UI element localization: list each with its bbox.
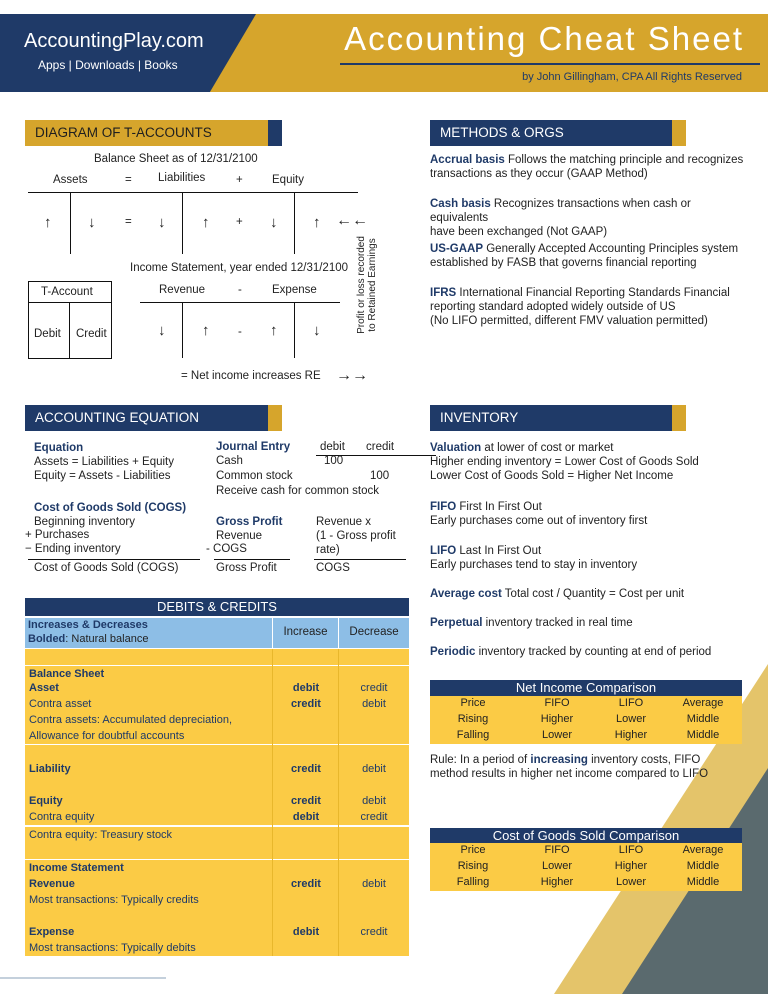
cmp-cell: Falling — [456, 729, 490, 741]
je-description: Receive cash for common stock — [216, 485, 379, 497]
inv-term: FIFO — [430, 501, 457, 513]
dc-row-expense-note — [25, 940, 409, 956]
dc-increase: credit — [291, 878, 321, 890]
gp-rate-line: (1 - Gross profit — [316, 530, 396, 542]
cmp-cell: Middle — [686, 860, 720, 872]
cmp-cell: Higher — [540, 713, 574, 725]
dc-row-revenue-note — [25, 892, 409, 908]
equity-t-stem — [294, 192, 295, 254]
method-text: Follows the matching principle and recognizes — [504, 154, 744, 166]
dc-label: Expense — [29, 926, 75, 938]
equals-sign: = — [125, 216, 132, 228]
gp-rate-total: COGS — [316, 562, 350, 574]
right-arrows: →→ — [336, 367, 368, 384]
inv-text: inventory tracked by counting at end of period — [475, 646, 712, 658]
cmp-cell: Lower — [616, 713, 646, 725]
equation-line: Equity = Assets - Liabilities — [34, 470, 171, 482]
rule-text: inventory costs, FIFO — [587, 754, 701, 766]
dc-spacer-row — [25, 745, 409, 761]
gp-rate-block — [316, 515, 396, 557]
retained-earnings-note — [356, 230, 378, 340]
dc-decrease: credit — [360, 926, 388, 938]
method-accrual — [430, 153, 750, 181]
site-tagline: Apps | Downloads | Books — [38, 58, 178, 72]
cmp-cell: Rising — [457, 860, 489, 872]
byline: by John Gillingham, CPA All Rights Reserved — [522, 71, 742, 83]
dc-decrease: credit — [360, 682, 388, 694]
je-common-stock: Common stock — [216, 470, 293, 482]
t-account-label: T-Account — [41, 286, 93, 298]
cmp-cell: Middle — [686, 729, 720, 741]
inventory-rule — [430, 753, 750, 781]
equation-block — [34, 441, 174, 483]
dc-header-label — [28, 618, 148, 646]
dc-label: Liability — [29, 763, 71, 775]
inv-text: Early purchases come out of inventory first — [430, 515, 648, 527]
up-arrow: ↑ — [202, 214, 210, 231]
cmp-header: Average — [682, 697, 724, 709]
method-ifrs — [430, 286, 750, 328]
col-decrease: Decrease — [349, 626, 399, 638]
net-income-comparison-title: Net Income Comparison — [430, 680, 742, 696]
inventory-perpetual — [430, 617, 750, 629]
dc-decrease: debit — [362, 878, 386, 890]
plus-sign: + — [236, 174, 243, 186]
cmp-header: FIFO — [544, 844, 570, 856]
dc-increase: credit — [291, 795, 321, 807]
expense-label: Expense — [272, 284, 317, 296]
cmp-cell: Middle — [686, 876, 720, 888]
dc-decrease: debit — [362, 795, 386, 807]
gross-profit-cogs: - COGS — [206, 543, 247, 555]
credit-label: Credit — [76, 328, 107, 340]
dc-decrease: credit — [360, 811, 388, 823]
dc-row-is-head — [25, 860, 409, 876]
assets-t-stem — [70, 192, 71, 254]
inv-text: Total cost / Quantity = Cost per unit — [501, 588, 685, 600]
cogs-purchases: + Purchases — [25, 529, 90, 541]
inv-text: Lower Cost of Goods Sold = Higher Net Income — [430, 470, 674, 482]
down-arrow: ↓ — [158, 322, 166, 339]
liabilities-t-stem — [182, 192, 183, 254]
plus-sign: + — [236, 216, 243, 228]
inv-term: Average cost — [430, 588, 502, 600]
gross-profit-block — [216, 515, 282, 543]
inventory-valuation — [430, 441, 750, 483]
cogs-block — [34, 501, 186, 529]
title-divider — [340, 63, 760, 65]
cmp-cell: Middle — [686, 713, 720, 725]
dc-row-contra-assets-ex2 — [25, 728, 409, 744]
dc-row-contra-equity — [25, 809, 409, 825]
dc-row-asset — [25, 680, 409, 696]
inventory-fifo — [430, 500, 750, 528]
dc-row-liability — [25, 761, 409, 777]
method-term: Cash basis — [430, 198, 491, 210]
inv-text: Last In First Out — [456, 545, 542, 557]
cmp-header: FIFO — [544, 697, 570, 709]
up-arrow: ↑ — [270, 322, 278, 339]
cogs-ending: − Ending inventory — [25, 543, 121, 555]
dc-col-separator — [338, 649, 339, 956]
section-tab — [672, 405, 686, 431]
method-term: US-GAAP — [430, 243, 484, 255]
method-cash — [430, 197, 750, 239]
dc-spacer-row — [25, 777, 409, 793]
dc-increase: debit — [292, 811, 320, 823]
method-text: International Financial Reporting Standards Financial — [456, 287, 730, 299]
method-term: IFRS — [430, 287, 457, 299]
dc-row-treasury — [25, 827, 409, 843]
dc-increase: credit — [291, 763, 321, 775]
method-text: reporting standard adopted widely outside of US — [430, 301, 676, 313]
dc-label: Balance Sheet — [29, 668, 105, 680]
dc-head-rest: : Natural balance — [65, 633, 149, 645]
inv-text: First In First Out — [456, 501, 542, 513]
inv-text: Higher ending inventory = Lower Cost of Goods Sold — [430, 456, 699, 468]
dc-increase: debit — [292, 926, 320, 938]
dc-label: Contra assets: Accumulated depreciation, — [29, 714, 233, 726]
revenue-t-stem — [182, 302, 183, 358]
assets-label: Assets — [53, 174, 88, 186]
dc-col-separator — [272, 649, 273, 956]
site-name[interactable]: AccountingPlay.com — [24, 30, 204, 52]
dc-head-line: Increases & Decreases — [28, 619, 148, 631]
inv-term: Valuation — [430, 442, 482, 454]
cmp-cell: Higher — [614, 860, 648, 872]
cmp-header: LIFO — [618, 844, 644, 856]
section-inventory: INVENTORY — [430, 405, 672, 431]
gp-total-line — [214, 559, 290, 560]
down-arrow: ↓ — [88, 214, 96, 231]
method-text: Recognizes transactions when cash or equivalents — [430, 198, 691, 224]
dc-increase: credit — [291, 698, 321, 710]
je-cash: Cash — [216, 455, 243, 467]
method-text: (No LIFO permitted, different FMV valuation permitted) — [430, 315, 708, 327]
section-tab — [268, 120, 282, 146]
minus-sign: - — [238, 284, 242, 296]
left-arrows: ←← — [336, 212, 368, 229]
dc-row-contra-assets-ex — [25, 712, 409, 728]
net-income-comparison-table — [430, 696, 742, 744]
dc-row-equity — [25, 793, 409, 809]
cmp-cell: Lower — [616, 876, 646, 888]
dc-label: Contra equity: Treasury stock — [29, 829, 173, 841]
cmp-cell: Falling — [456, 876, 490, 888]
je-credit-head: credit — [366, 441, 395, 453]
liabilities-label: Liabilities — [158, 172, 206, 184]
cogs-total: Cost of Goods Sold (COGS) — [34, 562, 179, 574]
cogs-heading: Cost of Goods Sold (COGS) — [34, 502, 187, 514]
down-arrow: ↓ — [270, 214, 278, 231]
je-cash-amount: 100 — [324, 455, 344, 467]
bs-t-top-line — [28, 192, 358, 193]
inv-term: LIFO — [430, 545, 457, 557]
dc-label: Allowance for doubtful accounts — [29, 730, 185, 742]
page-title: Accounting Cheat Sheet — [344, 20, 744, 57]
debit-label: Debit — [34, 328, 61, 340]
cmp-header: Average — [682, 844, 724, 856]
expense-t-stem — [294, 302, 295, 358]
dc-row-contra-asset — [25, 696, 409, 712]
dc-increase: debit — [292, 682, 320, 694]
journal-entry-heading: Journal Entry — [216, 441, 291, 453]
equity-label: Equity — [272, 174, 304, 186]
method-text: established by FASB that governs financial reporting — [430, 257, 697, 269]
inv-term: Periodic — [430, 646, 476, 658]
rule-text: method results in higher net income compared to LIFO — [430, 768, 709, 780]
dc-spacer-row — [25, 908, 409, 924]
inventory-lifo — [430, 544, 750, 572]
inventory-average — [430, 588, 750, 600]
gross-profit-heading: Gross Profit — [216, 516, 283, 528]
dc-head-bold: Bolded — [28, 633, 66, 645]
is-t-top-line — [140, 302, 340, 303]
method-text: Generally Accepted Accounting Principles system — [483, 243, 739, 255]
net-income-note: = Net income increases RE — [181, 370, 321, 382]
rule-emphasis: increasing — [530, 754, 588, 766]
method-text: transactions as they occur (GAAP Method) — [430, 168, 648, 180]
col-increase: Increase — [283, 626, 328, 638]
cmp-header: LIFO — [618, 697, 644, 709]
equation-heading: Equation — [34, 442, 84, 454]
down-arrow: ↓ — [158, 214, 166, 231]
dc-label: Contra equity — [29, 811, 95, 823]
dc-label: Revenue — [29, 878, 75, 890]
gross-profit-total: Gross Profit — [216, 562, 277, 574]
method-us-gaap — [430, 242, 750, 270]
inv-text: inventory tracked in real time — [482, 617, 633, 629]
inv-text: Early purchases tend to stay in inventory — [430, 559, 638, 571]
inv-text: at lower of cost or market — [481, 442, 614, 454]
dc-label: Asset — [29, 682, 59, 694]
gross-profit-line: Revenue — [216, 530, 263, 542]
up-arrow: ↑ — [44, 214, 52, 231]
dc-label: Contra asset — [29, 698, 92, 710]
inventory-periodic — [430, 646, 750, 658]
cogs-total-line — [28, 559, 200, 560]
t-account-legend-stem — [69, 302, 70, 359]
cmp-cell: Lower — [542, 729, 572, 741]
gpr-total-line — [314, 559, 406, 560]
dc-spacer-row — [25, 843, 409, 859]
inv-term: Perpetual — [430, 617, 483, 629]
gp-rate-line: rate) — [316, 544, 340, 556]
up-arrow: ↑ — [202, 322, 210, 339]
method-text: have been exchanged (Not GAAP) — [430, 226, 608, 238]
cmp-cell: Higher — [614, 729, 648, 741]
section-tab — [268, 405, 282, 431]
gp-rate-line: Revenue x — [316, 516, 371, 528]
dc-label: Income Statement — [29, 862, 124, 874]
side-note-line-1: Profit or loss recorded — [356, 236, 367, 334]
section-equation: ACCOUNTING EQUATION — [25, 405, 268, 431]
method-term: Accrual basis — [430, 154, 505, 166]
side-note-line-2: to Retained Earnings — [367, 238, 378, 332]
debits-credits-title: DEBITS & CREDITS — [25, 598, 409, 616]
cogs-line: Beginning inventory — [34, 516, 136, 528]
cmp-cell: Rising — [457, 713, 489, 725]
dc-decrease: debit — [362, 698, 386, 710]
cogs-comparison-table — [430, 843, 742, 891]
income-statement-title: Income Statement, year ended 12/31/2100 — [130, 262, 349, 274]
cmp-cell: Higher — [540, 876, 574, 888]
cogs-comparison-title: Cost of Goods Sold Comparison — [430, 828, 742, 844]
dc-label: Most transactions: Typically debits — [29, 942, 196, 954]
rule-text: Rule: In a period of — [430, 754, 531, 766]
section-tab — [672, 120, 686, 146]
revenue-label: Revenue — [159, 284, 206, 296]
cmp-cell: Lower — [542, 860, 572, 872]
dc-row-revenue — [25, 876, 409, 892]
equation-line: Assets = Liabilities + Equity — [34, 456, 174, 468]
section-t-accounts: DIAGRAM OF T-ACCOUNTS — [25, 120, 268, 146]
dc-spacer-row — [25, 649, 409, 665]
cmp-header: Price — [460, 697, 486, 709]
t-account-legend-line — [28, 302, 112, 303]
section-methods: METHODS & ORGS — [430, 120, 672, 146]
dc-label: Most transactions: Typically credits — [29, 894, 199, 906]
minus-sign: - — [238, 326, 242, 338]
dc-decrease: debit — [362, 763, 386, 775]
cmp-header: Price — [460, 844, 486, 856]
dc-label: Equity — [29, 795, 63, 807]
je-stock-amount: 100 — [370, 470, 390, 482]
dc-row-expense — [25, 924, 409, 940]
equals-sign: = — [125, 174, 132, 186]
balance-sheet-title: Balance Sheet as of 12/31/2100 — [94, 153, 258, 165]
down-arrow: ↓ — [313, 322, 321, 339]
je-debit-head: debit — [320, 441, 345, 453]
up-arrow: ↑ — [313, 214, 321, 231]
